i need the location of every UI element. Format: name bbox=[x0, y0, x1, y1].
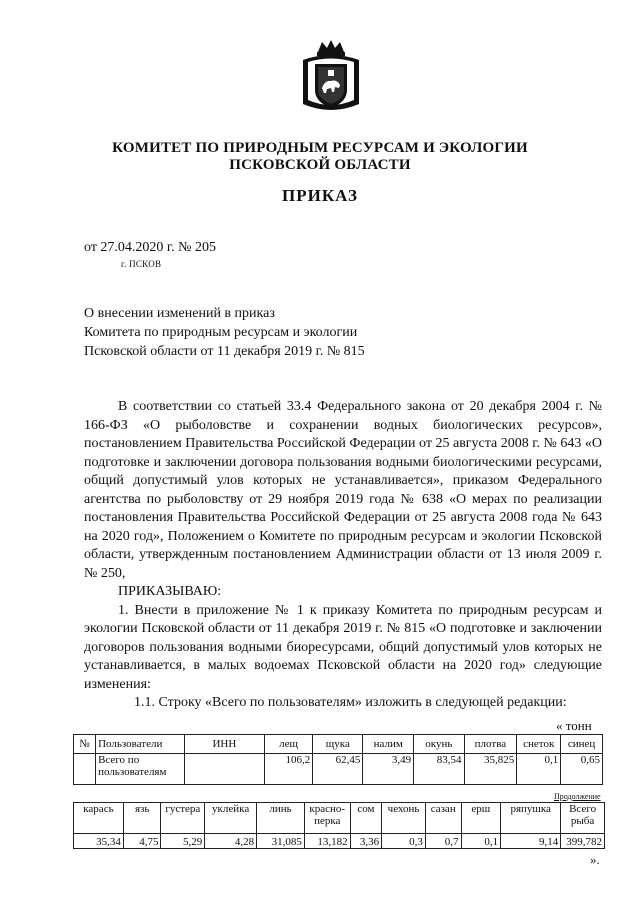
subject-line: Псковской области от 11 декабря 2019 г. № 815 bbox=[84, 344, 365, 359]
col-header: сазан bbox=[425, 803, 461, 834]
col-header: окунь bbox=[414, 735, 464, 754]
continuation-label: Продолжение bbox=[554, 792, 601, 801]
cell bbox=[74, 754, 96, 785]
cell: 83,54 bbox=[414, 754, 464, 785]
date-and-number: от 27.04.2020 г. № 205 bbox=[84, 240, 216, 255]
col-header: синец bbox=[561, 735, 603, 754]
col-header: ерш bbox=[461, 803, 501, 834]
col-header: налим bbox=[363, 735, 414, 754]
cell: 0,3 bbox=[382, 834, 426, 849]
cell: 0,7 bbox=[425, 834, 461, 849]
table-row bbox=[74, 754, 603, 785]
col-header: № bbox=[74, 735, 96, 754]
col-header: чехонь bbox=[382, 803, 426, 834]
cell-users: Всего по пользователям bbox=[96, 754, 185, 785]
users-total-table bbox=[73, 734, 603, 785]
col-header: щука bbox=[313, 735, 363, 754]
organization-title bbox=[0, 140, 640, 174]
cell: 3,49 bbox=[363, 754, 414, 785]
cell: 0,1 bbox=[517, 754, 561, 785]
cell: 399,782 bbox=[561, 834, 605, 849]
cell: 31,085 bbox=[257, 834, 305, 849]
cell: 5,29 bbox=[161, 834, 205, 849]
order-word: ПРИКАЗЫВАЮ: bbox=[118, 584, 222, 599]
org-title-line1: КОМИТЕТ ПО ПРИРОДНЫМ РЕСУРСАМ И ЭКОЛОГИИ bbox=[112, 140, 528, 156]
cell: 35,34 bbox=[74, 834, 124, 849]
cell: 4,75 bbox=[123, 834, 161, 849]
cell: 3,36 bbox=[350, 834, 382, 849]
col-header: ряпушка bbox=[501, 803, 561, 834]
cell: 0,65 bbox=[561, 754, 603, 785]
city: г. ПСКОВ bbox=[121, 259, 162, 269]
subject-block bbox=[84, 304, 444, 361]
cell: 62,45 bbox=[313, 754, 363, 785]
table-header-row bbox=[74, 735, 603, 754]
cell-inn bbox=[184, 754, 264, 785]
quote-close: ». bbox=[590, 852, 600, 867]
col-header: уклейка bbox=[205, 803, 257, 834]
item-1-1-paragraph: 1.1. Строку «Всего по пользователям» изложить в следующей редакции: bbox=[134, 695, 567, 710]
col-header: Пользователи bbox=[96, 735, 185, 754]
document-body bbox=[84, 398, 602, 713]
cell: 4,28 bbox=[205, 834, 257, 849]
cell: 106,2 bbox=[264, 754, 312, 785]
col-header: густера bbox=[161, 803, 205, 834]
col-header: снеток bbox=[517, 735, 561, 754]
species-continuation-table bbox=[73, 802, 605, 849]
col-header: язь bbox=[123, 803, 161, 834]
item-1-paragraph: 1. Внести в приложение № 1 к приказу Комитета по природным ресурсам и экологии Псковской области от 11 декабря 2019 г. № 815 «О подготовке и заключении договоров пользования водными биоресурсами, общий допустимый улов которых не устанавливается, в малых водоемах Псковской области на 2020 год» следующие изменения: bbox=[84, 602, 602, 692]
col-header: лещ bbox=[264, 735, 312, 754]
quote-open-unit: « тонн bbox=[556, 718, 592, 733]
coat-of-arms-icon bbox=[300, 38, 362, 118]
org-title-line2: ПСКОВСКОЙ ОБЛАСТИ bbox=[229, 157, 411, 173]
col-header: карась bbox=[74, 803, 124, 834]
col-header: Всего рыба bbox=[561, 803, 605, 834]
table-row bbox=[74, 834, 605, 849]
col-header: красно-перка bbox=[304, 803, 350, 834]
col-header: ИНН bbox=[184, 735, 264, 754]
subject-line: Комитета по природным ресурсам и экологии bbox=[84, 325, 358, 340]
col-header: сом bbox=[350, 803, 382, 834]
preamble-paragraph: В соответствии со статьей 33.4 Федерального закона от 20 декабря 2004 г. № 166-ФЗ «О рыболовстве и сохранении водных биологических ресурсов», постановлением Правительства Российской Федерации от 25 августа 2008 г. № 643 «О подготовке и заключении договора пользования водными биологическими ресурсами, общий допустимый улов которых не устанавливается», приказом Федерального агентства по рыболовству от 29 ноября 2019 года № 638 «О мерах по реализации постановления Правительства Российской Федерации от 25 августа 2008 года № 643 на 2020 год», Положением о Комитете по природным ресурсам и экологии Псковской области, утвержденным постановлением Администрации области от 13 июля 2009 г. № 250, bbox=[84, 399, 602, 581]
cell: 35,825 bbox=[464, 754, 517, 785]
col-header: плотва bbox=[464, 735, 517, 754]
subject-line: О внесении изменений в приказ bbox=[84, 306, 275, 321]
table-header-row bbox=[74, 803, 605, 834]
document-type: ПРИКАЗ bbox=[282, 186, 358, 205]
cell: 13,182 bbox=[304, 834, 350, 849]
cell: 0,1 bbox=[461, 834, 501, 849]
col-header: линь bbox=[257, 803, 305, 834]
cell: 9,14 bbox=[501, 834, 561, 849]
